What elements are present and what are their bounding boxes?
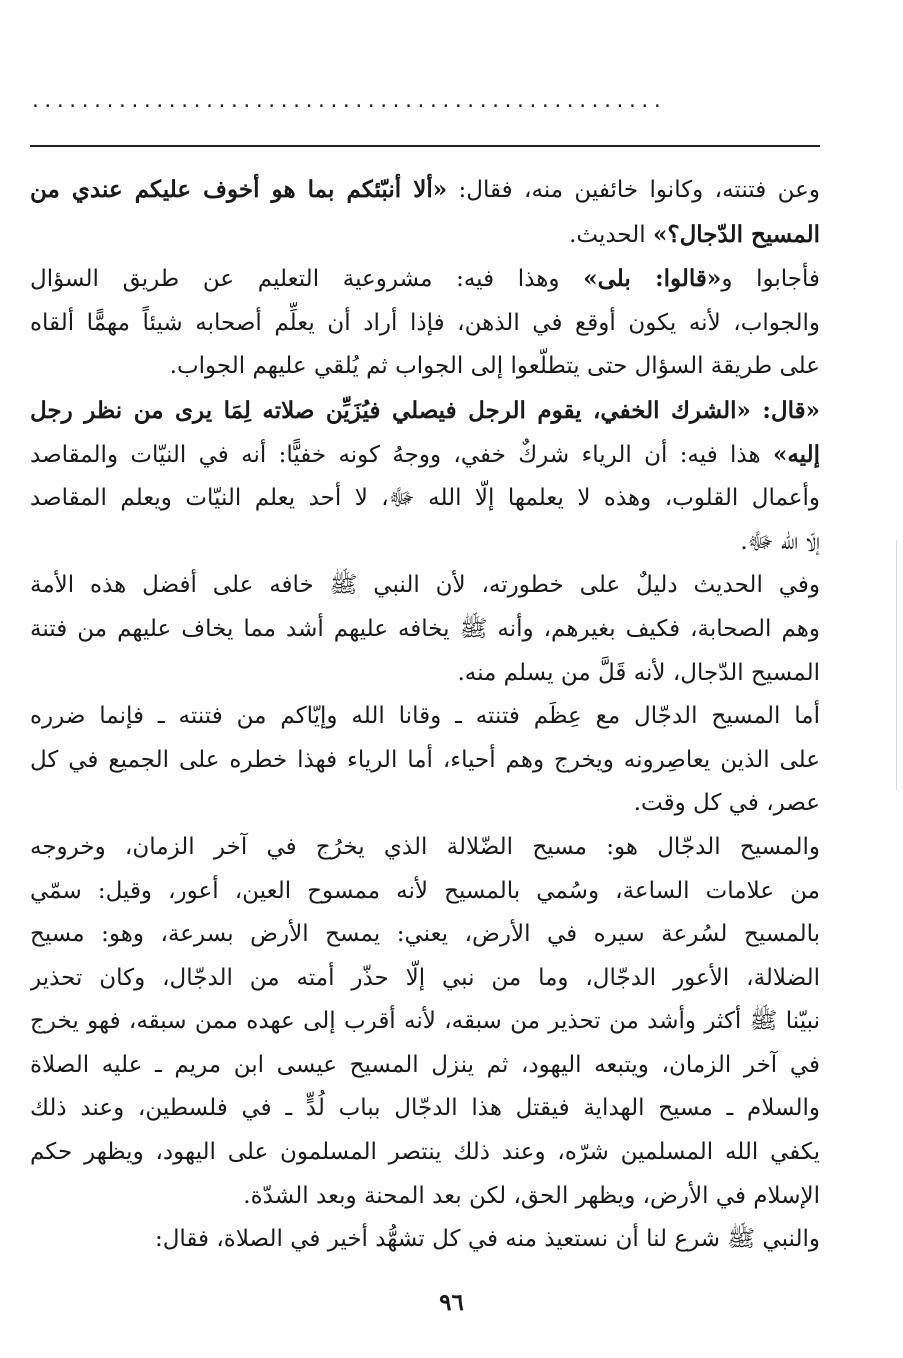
- text-line: في آخر الزمان، ويتبعه اليهود، ثم ينزل المسيح عيسى ابن مريم ـ عليه الصلاة: [30, 1051, 820, 1078]
- text-line: وأعمال القلوب، وهذه لا يعلمها إلّا الله ﷻ، لا أحد يعلم النيّات ويعلم المقاصد: [30, 485, 820, 512]
- text-line: بالمسيح لسُرعة سيره في الأرض، يعني: يمسح الأرض بسرعة، وهو: مسيح: [30, 921, 820, 948]
- text-run: هذا فيه: أن الرياء شركٌ خفي، ووجهُ كونه خفيًّا: أنه في النيّات والمقاصد: [30, 441, 773, 468]
- text-run: الحديث.: [569, 221, 653, 248]
- text-line: من علامات الساعة، وسُمي بالمسيح لأنه ممسوح العين، أعور، وقيل: سمّي: [30, 877, 820, 904]
- page-number: ٩٦: [439, 1289, 464, 1316]
- text-run: فأجابوا و: [721, 266, 820, 293]
- text-line: وفي الحديث دليلٌ على خطورته، لأن النبي ﷺ خافه على أفضل هذه الأمة: [30, 572, 820, 599]
- text-line: نبيّنا ﷺ أكثر وأشد من تحذير من سبقه، لأنه أقرب إلى عهده ممن سبقه، فهو يخرج: [30, 1008, 820, 1035]
- text-line: [30, 257, 820, 302]
- hadith-quote: المسيح الدّجال؟»: [653, 220, 820, 248]
- text-line: على الذين يعاصِرونه ويخرج وهم أحياء، أما الرياء فهذا خطره على الجميع في كل: [30, 746, 820, 773]
- header-rule: [30, 145, 820, 147]
- text-run: وعن فتنته، وكانوا خائفين منه، فقال:: [447, 177, 820, 203]
- text-line: أما المسيح الدجّال مع عِظَم فتنته ـ وقانا الله وإيّاكم من فتنته ـ فإنما ضرره: [30, 703, 820, 730]
- body-text: [30, 168, 820, 1262]
- text-line: والنبي ﷺ شرع لنا أن نستعيذ منه في كل تشهُّد أخير في الصلاة، فقال:: [154, 1226, 820, 1253]
- text-line: الضلالة، الأعور الدجّال، وما من نبي إلّا حذّر أمته من الدجّال، وكان تحذير: [30, 964, 820, 991]
- text-line: وهم الصحابة، فكيف بغيرهم، وأنه ﷺ يخافه عليهم أشد مما يخاف عليهم من فتنة: [30, 615, 820, 642]
- hadith-quote: إليه»: [772, 440, 820, 468]
- text-line: الإسلام في الأرض، ويظهر الحق، لكن بعد المحنة وبعد الشدّة.: [243, 1182, 820, 1209]
- page-edge-shadow: [896, 540, 897, 790]
- text-line: والجواب، لأنه يكون أوقع في الذهن، فإذا أراد أن يعلِّم أصحابه شيئاً مهمًّا ألقاه: [30, 309, 820, 336]
- hadith-quote: «قالوا: بلى»: [583, 265, 722, 293]
- text-line: إلّا الله ﷻ.: [740, 528, 820, 555]
- text-line: والسلام ـ مسيح الهداية فيقتل هذا الدجّال بباب لُدٍّ ـ في فلسطين، وعند ذلك: [30, 1095, 820, 1122]
- text-line: يكفي الله المسلمين شرّه، وعند ذلك ينتصر المسلمون على اليهود، ويظهر حكم: [30, 1139, 820, 1166]
- hadith-quote: «ألا أنبّئكم بما هو أخوف عليكم عندي من: [30, 176, 448, 203]
- text-line: [30, 433, 820, 478]
- text-line: عصر، في كل وقت.: [633, 790, 820, 817]
- text-run: وهذا فيه: مشروعية التعليم عن طريق السؤال: [30, 266, 584, 293]
- text-line: على طريقة السؤال حتى يتطلّعوا إلى الجواب ثم يُلقي عليهم الجواب.: [169, 353, 820, 380]
- hadith-heading-line: «قال: «الشرك الخفي، يقوم الرجل فيصلي فيُزَيِّن صلاته لِمَا يرى من نظر رجل: [30, 396, 820, 424]
- text-line: المسيح الدّجال، لأنه قَلَّ من يسلم منه.: [457, 659, 820, 686]
- text-line: [30, 213, 820, 258]
- text-line: والمسيح الدجّال هو: مسيح الضّلالة الذي يخرُج في آخر الزمان، وخروجه: [30, 833, 820, 860]
- text-line: [30, 168, 820, 213]
- header-dotted-line: ...................................................: [30, 92, 665, 112]
